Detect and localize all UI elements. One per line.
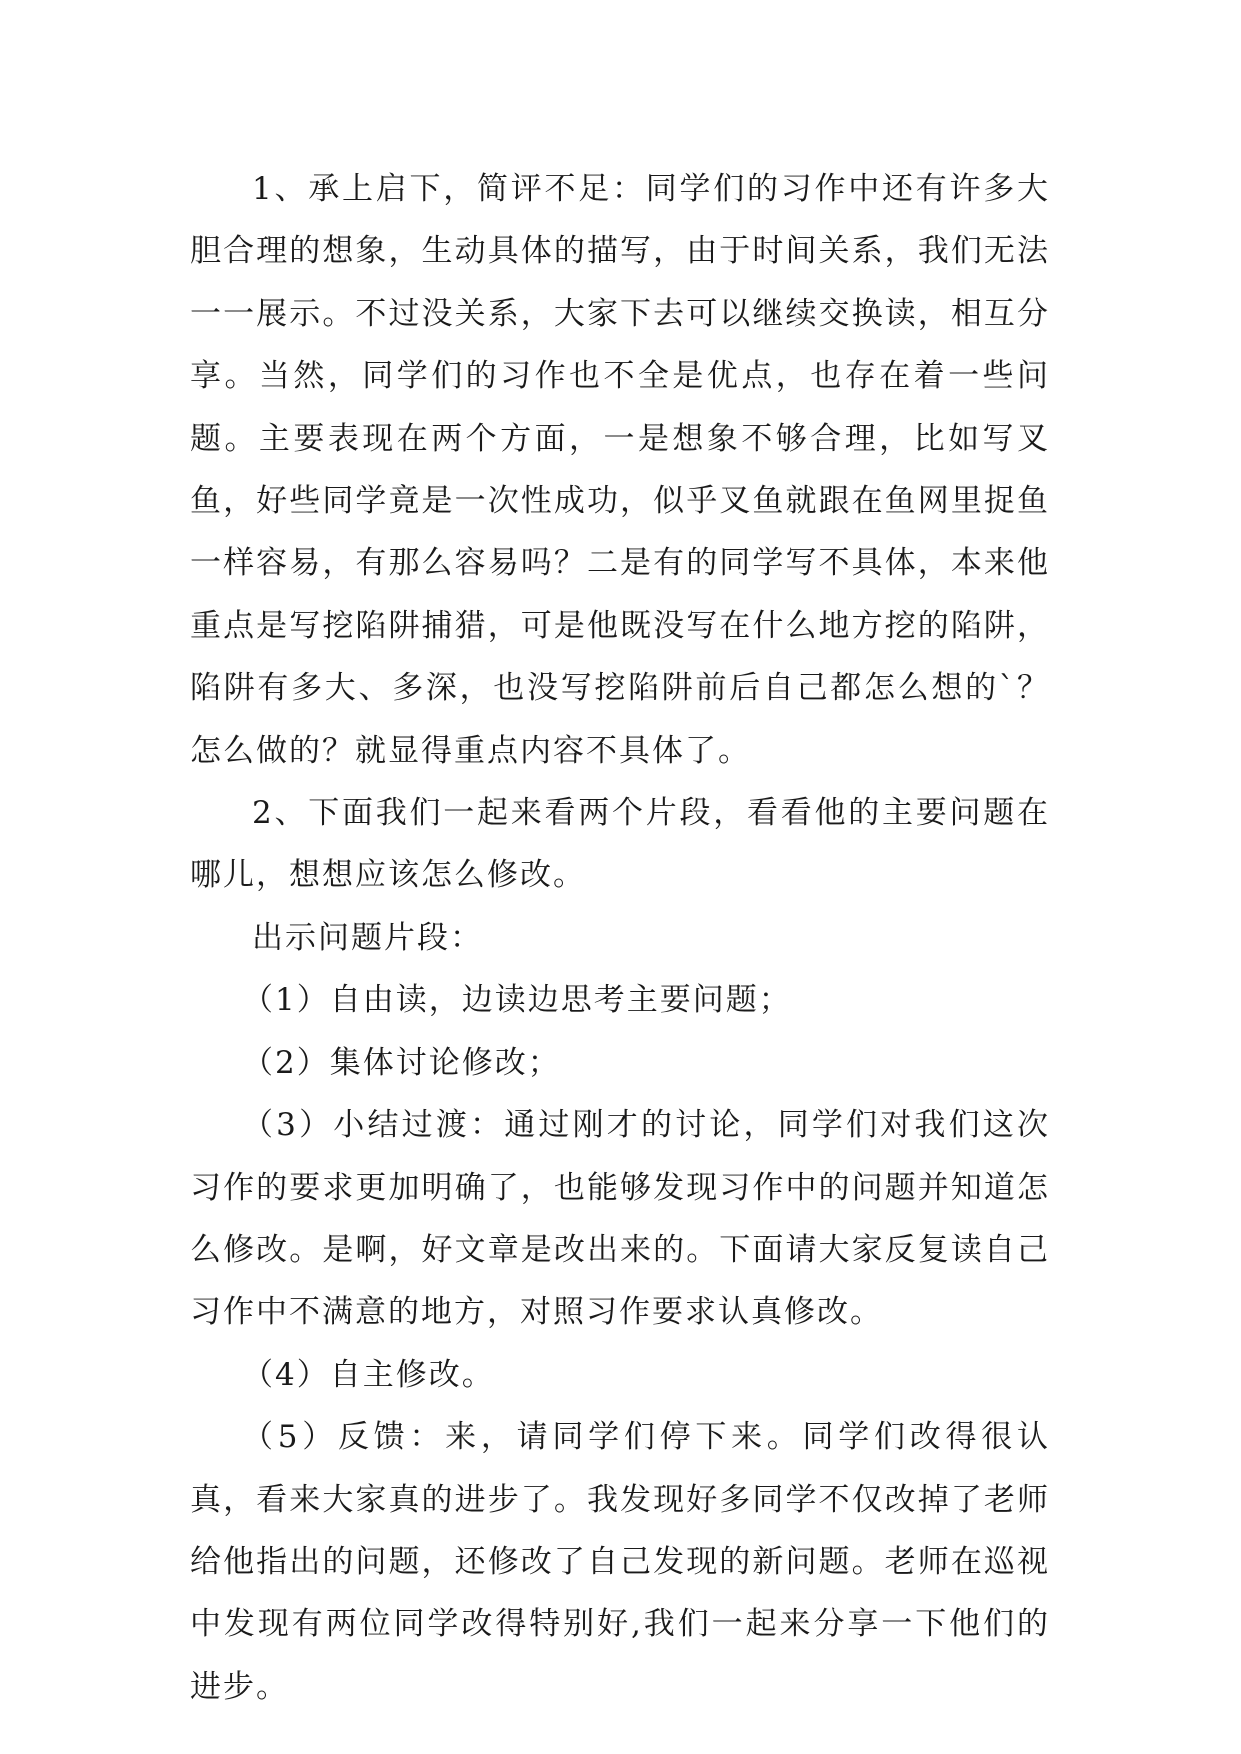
paragraph-8: （5）反馈：来，请同学们停下来。同学们改得很认真，看来大家真的进步了。我发现好多同学不仅改掉了老师给他指出的问题，还修改了自己发现的新问题。老师在巡视中发现有两位同学改得特别好,我们一起来分享一下他们的进步。 <box>190 1419 1050 1705</box>
paragraph-5: （2）集体讨论修改； <box>242 1044 561 1081</box>
document-body <box>190 158 1050 1718</box>
paragraph-4: （1）自由读，边读边思考主要问题； <box>242 982 792 1019</box>
paragraph-1: 1、承上启下，简评不足：同学们的习作中还有许多大胆合理的想象，生动具体的描写，由于时间关系，我们无法一一展示。不过没关系，大家下去可以继续交换读，相互分享。当然，同学们的习作也不全是优点，也存在着一些问题。主要表现在两个方面，一是想象不够合理，比如写叉鱼，好些同学竟是一次性成功，似乎叉鱼就跟在鱼网里捉鱼一样容易，有那么容易吗？二是有的同学写不具体，本来他重点是写挖陷阱捕猎，可是他既没写在什么地方挖的陷阱，陷阱有多大、多深，也没写挖陷阱前后自己都怎么想的`？怎么做的？就显得重点内容不具体了。 <box>190 171 1050 769</box>
paragraph-7: （4）自主修改。 <box>242 1356 495 1393</box>
paragraph-2: 2、下面我们一起来看两个片段，看看他的主要问题在哪儿，想想应该怎么修改。 <box>190 795 1050 894</box>
paragraph-6: （3）小结过渡：通过刚才的讨论，同学们对我们这次习作的要求更加明确了，也能够发现习作中的问题并知道怎么修改。是啊，好文章是改出来的。下面请大家反复读自己习作中不满意的地方，对照习作要求认真修改。 <box>190 1107 1050 1331</box>
paragraph-3: 出示问题片段： <box>252 919 483 956</box>
